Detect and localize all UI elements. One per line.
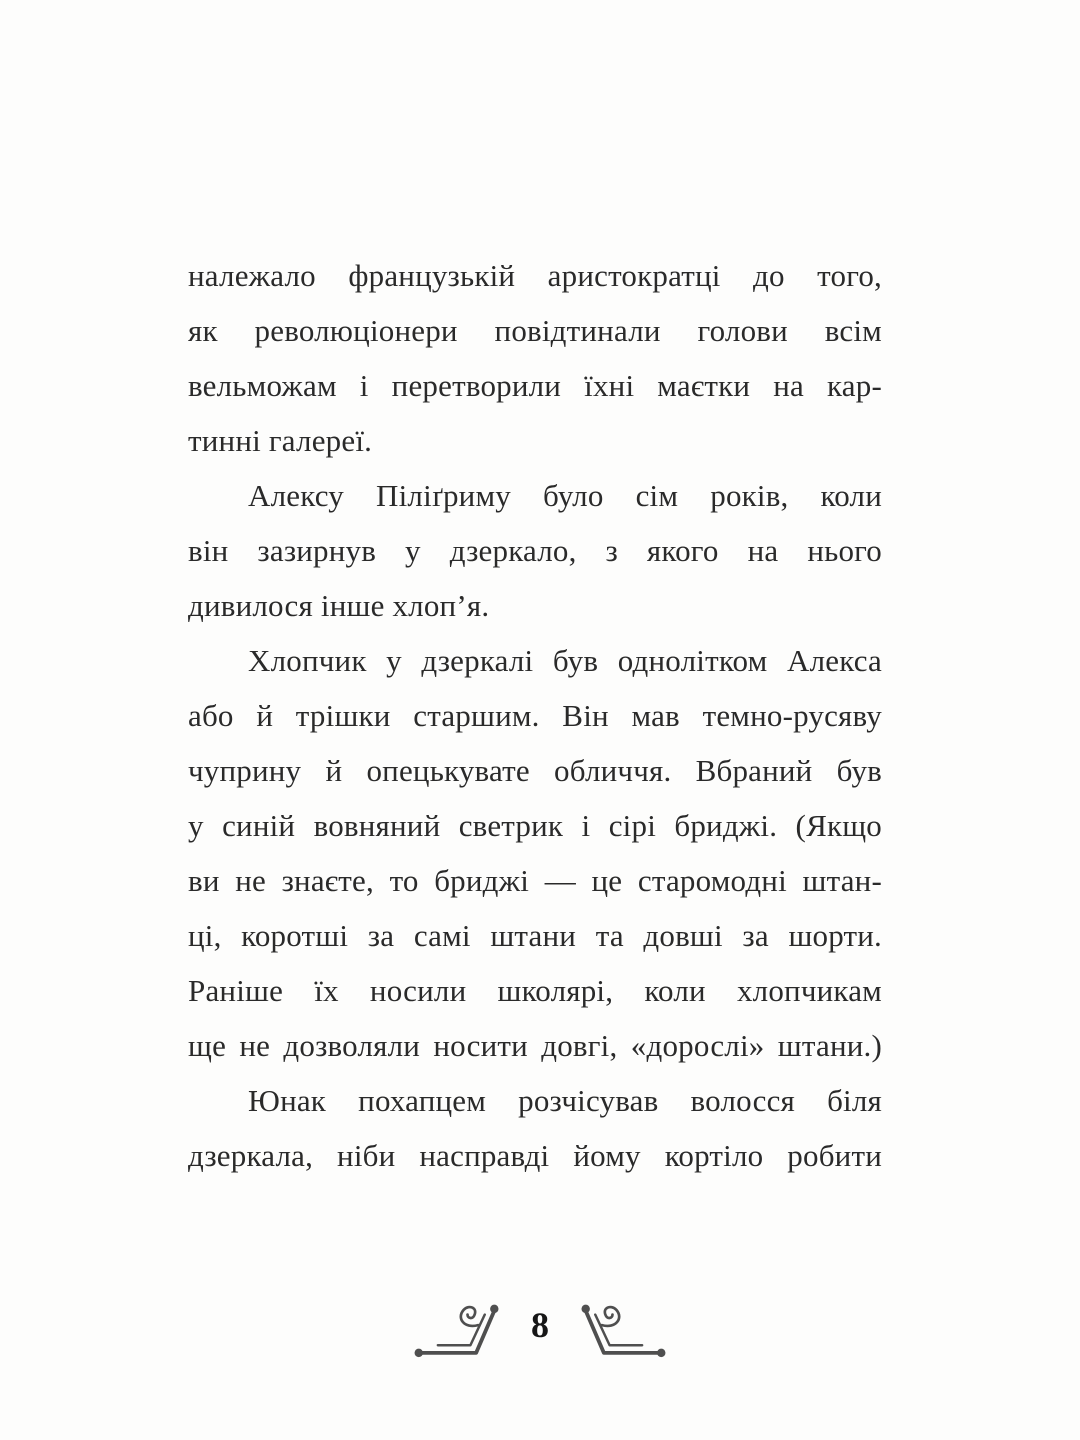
page-text xyxy=(188,248,882,1183)
paragraph xyxy=(188,468,882,633)
text-line: Раніше їх носили школярі, коли хлопчикам xyxy=(188,973,882,1008)
text-line: дивилося інше хлоп’я. xyxy=(188,588,490,623)
text-line: ви не знаєте, то бриджі — це старомодні штан- xyxy=(188,863,882,898)
text-line: або й трішки старшим. Він мав темно-русяву xyxy=(188,698,882,733)
text-line: ще не дозволяли носити довгі, «дорослі» штани.) xyxy=(188,1028,882,1063)
paragraph xyxy=(188,633,882,1073)
text-line: чуприну й опецькувате обличчя. Вбраний був xyxy=(188,753,882,788)
text-line: Алексу Піліґриму було сім років, коли xyxy=(248,478,882,513)
text-line: тинні галереї. xyxy=(188,423,373,458)
page-number: 8 xyxy=(531,1305,549,1345)
text-line: він зазирнув у дзеркало, з якого на нього xyxy=(188,533,882,568)
text-line: у синій вовняний светрик і сірі бриджі. (Якщо xyxy=(188,808,882,843)
text-line: Юнак похапцем розчісував волосся біля xyxy=(248,1083,882,1118)
text-line: як революціонери повідтинали голови всім xyxy=(188,313,882,348)
paragraph xyxy=(188,248,882,468)
text-line: ці, коротші за самі штани та довші за шорти. xyxy=(188,918,882,953)
paragraph xyxy=(188,1073,882,1183)
text-line: дзеркала, ніби насправді йому кортіло робити xyxy=(188,1138,882,1173)
corner-flourish-left-icon xyxy=(413,1293,501,1363)
text-line: Хлопчик у дзеркалі був однолітком Алекса xyxy=(248,643,882,678)
page-footer xyxy=(0,1293,1080,1363)
text-line: належало французькій аристократці до того, xyxy=(188,258,882,293)
corner-flourish-right-icon xyxy=(579,1293,667,1363)
text-line: вельможам і перетворили їхні маєтки на кар- xyxy=(188,368,882,403)
